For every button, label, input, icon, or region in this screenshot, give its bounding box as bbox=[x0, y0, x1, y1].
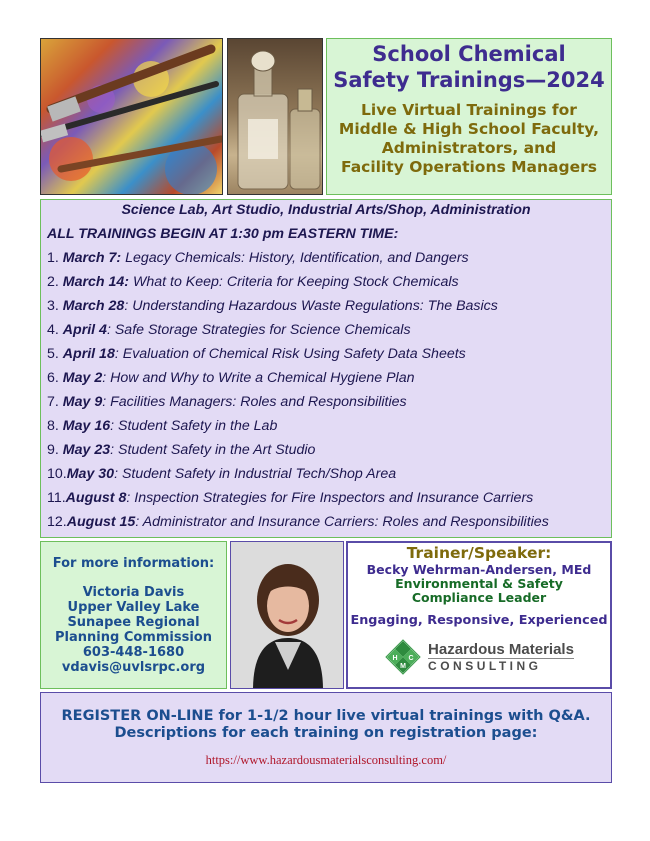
item-number: 4. bbox=[47, 322, 59, 338]
training-categories: Science Lab, Art Studio, Industrial Arts/Shop, Administration bbox=[121, 202, 531, 218]
trainer-role-line-1: Environmental & Safety bbox=[395, 576, 563, 591]
item-number: 8. bbox=[47, 418, 59, 434]
item-date: August 8 bbox=[65, 490, 127, 506]
schedule-item bbox=[47, 274, 459, 290]
schedule-item bbox=[47, 394, 407, 410]
schedule-item bbox=[47, 370, 414, 386]
schedule-item bbox=[47, 442, 315, 458]
chemical-bottles-photo bbox=[227, 38, 323, 195]
logo-letter-c: C bbox=[408, 655, 414, 662]
trainer-role bbox=[348, 577, 610, 605]
start-time-notice: ALL TRAININGS BEGIN AT 1:30 pm EASTERN TIME: bbox=[47, 226, 399, 242]
company-logo bbox=[348, 638, 610, 676]
item-topic: : Administrator and Insurance Carriers: Roles and Responsibilities bbox=[135, 514, 549, 530]
item-topic: Legacy Chemicals: History, Identification, and Dangers bbox=[121, 250, 469, 266]
item-topic: : Evaluation of Chemical Risk Using Safety Data Sheets bbox=[114, 346, 466, 362]
item-number: 2. bbox=[47, 274, 59, 290]
item-date: May 23 bbox=[62, 442, 111, 458]
item-number: 1. bbox=[47, 250, 59, 266]
item-date: May 30 bbox=[66, 466, 115, 482]
item-topic: : Student Safety in Industrial Tech/Shop Area bbox=[114, 466, 397, 482]
item-number: 7. bbox=[47, 394, 59, 410]
item-number: 9. bbox=[47, 442, 59, 458]
schedule-item bbox=[47, 322, 411, 338]
contact-heading: For more information: bbox=[52, 556, 215, 571]
subtitle-line-3: Administrators, and bbox=[381, 139, 557, 157]
item-date: April 4 bbox=[62, 322, 107, 338]
trainer-heading: Trainer/Speaker: bbox=[406, 544, 552, 562]
trainer-portrait-illustration bbox=[231, 542, 344, 689]
item-topic: What to Keep: Criteria for Keeping Stock Chemicals bbox=[129, 274, 459, 290]
schedule-item bbox=[47, 466, 396, 482]
item-topic: : Inspection Strategies for Fire Inspectors and Insurance Carriers bbox=[126, 490, 534, 506]
subtitle-line-1: Live Virtual Trainings for bbox=[361, 101, 577, 119]
logo-letter-h: H bbox=[392, 655, 398, 662]
item-number: 3. bbox=[47, 298, 59, 314]
hmc-logo-icon bbox=[384, 638, 422, 676]
paintbrushes-illustration bbox=[41, 39, 223, 195]
title-line-2: Safety Trainings—2024 bbox=[333, 68, 605, 92]
register-line-2: Descriptions for each training on registration page: bbox=[114, 725, 538, 741]
item-topic: : Safe Storage Strategies for Science Chemicals bbox=[106, 322, 411, 338]
schedule-item bbox=[47, 418, 277, 434]
contact-phone: 603-448-1680 bbox=[82, 645, 185, 660]
contact-name: Victoria Davis bbox=[82, 585, 185, 600]
item-topic: : Facilities Managers: Roles and Responsibilities bbox=[102, 394, 407, 410]
item-number: 11. bbox=[47, 490, 66, 506]
training-schedule bbox=[40, 199, 612, 538]
schedule-item bbox=[47, 514, 549, 530]
item-topic: : Student Safety in the Lab bbox=[110, 418, 278, 434]
schedule-item bbox=[47, 490, 533, 506]
contact-org-line-2: Sunapee Regional bbox=[67, 615, 200, 630]
paintbrushes-photo bbox=[40, 38, 223, 195]
bottles-illustration bbox=[228, 39, 323, 195]
subtitle-line-2: Middle & High School Faculty, bbox=[338, 120, 600, 138]
contact-org-line-3: Planning Commission bbox=[55, 630, 212, 645]
item-date: May 9 bbox=[62, 394, 103, 410]
item-number: 12. bbox=[47, 514, 67, 530]
registration-panel bbox=[40, 692, 612, 783]
contact-org-line-1: Upper Valley Lake bbox=[67, 600, 200, 615]
logo-wordmark bbox=[428, 642, 574, 673]
trainer-role-line-2: Compliance Leader bbox=[411, 590, 547, 605]
contact-email[interactable]: vdavis@uvlsrpc.org bbox=[61, 660, 206, 675]
trainer-panel bbox=[346, 541, 612, 689]
contact-panel bbox=[40, 541, 227, 689]
item-number: 5. bbox=[47, 346, 59, 362]
trainer-tagline: Engaging, Responsive, Experienced bbox=[350, 613, 608, 628]
register-line-1: REGISTER ON-LINE for 1-1/2 hour live virtual trainings with Q&A. bbox=[61, 708, 591, 724]
item-date: April 18 bbox=[62, 346, 115, 362]
item-topic: : Student Safety in the Art Studio bbox=[110, 442, 316, 458]
item-date: March 28 bbox=[62, 298, 125, 314]
item-date: August 15 bbox=[66, 514, 136, 530]
title-panel bbox=[326, 38, 612, 195]
page-title bbox=[327, 41, 611, 93]
schedule-item bbox=[47, 298, 498, 314]
item-number: 6. bbox=[47, 370, 59, 386]
trainer-photo bbox=[230, 541, 344, 689]
title-line-1: School Chemical bbox=[372, 42, 566, 66]
logo-letter-m: M bbox=[400, 663, 406, 670]
schedule-item bbox=[47, 250, 469, 266]
schedule-item bbox=[47, 346, 466, 362]
item-date: May 2 bbox=[62, 370, 103, 386]
logo-text-line-2: CONSULTING bbox=[428, 658, 574, 673]
registration-link[interactable]: https://www.hazardousmaterialsconsulting.com/ bbox=[205, 753, 447, 767]
item-date: March 7: bbox=[62, 250, 122, 266]
subtitle-line-4: Facility Operations Managers bbox=[341, 158, 597, 176]
logo-text-line-1: Hazardous Materials bbox=[428, 640, 574, 658]
item-topic: : Understanding Hazardous Waste Regulations: The Basics bbox=[124, 298, 498, 314]
subtitle bbox=[327, 101, 611, 177]
item-number: 10. bbox=[47, 466, 67, 482]
item-date: March 14: bbox=[62, 274, 130, 290]
item-topic: : How and Why to Write a Chemical Hygiene Plan bbox=[102, 370, 415, 386]
item-date: May 16 bbox=[62, 418, 111, 434]
trainer-name: Becky Wehrman-Andersen, MEd bbox=[366, 562, 592, 577]
